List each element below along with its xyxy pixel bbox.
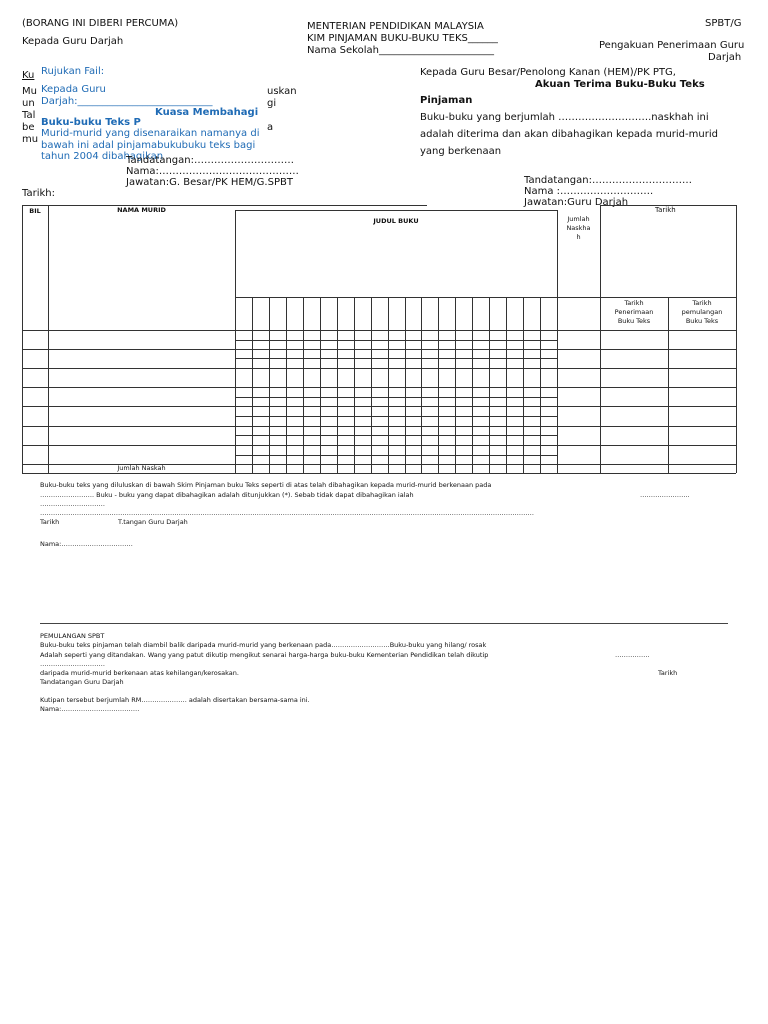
- cut-line-2: un: [22, 98, 35, 109]
- distribution-line-3: …………………………: [40, 500, 105, 508]
- book-title-subcolumn-line: [320, 297, 321, 473]
- col-received-date: Tarikh Penerimaan Buku Teks: [614, 299, 654, 325]
- left-name: Nama:……………………………………: [126, 166, 299, 177]
- cut-right-1: uskan: [267, 86, 297, 97]
- students-line-3: tahun 2004 dibahagikan: [41, 151, 164, 162]
- total-copies-label: Jumlah Naskah: [117, 464, 166, 472]
- return-name-label: Nama:………………………………: [40, 705, 140, 713]
- pinjaman-heading: Pinjaman: [420, 95, 473, 106]
- return-title: PEMULANGAN SPBT: [40, 632, 105, 640]
- return-line-3: …………………………: [40, 660, 105, 668]
- distribution-line-2-right: …………………..: [640, 491, 690, 499]
- book-title-subcolumn-line: [252, 297, 253, 473]
- distribution-date-label: Tarikh: [40, 518, 60, 526]
- book-title-subcolumn-line: [489, 297, 490, 473]
- book-title-subcolumn-line: [421, 297, 422, 473]
- cut-line-3: Tal: [22, 110, 36, 121]
- left-position: Jawatan:G. Besar/PK HEM/G.SPBT: [126, 177, 293, 188]
- cut-line-4: be: [22, 122, 35, 133]
- distribution-sign-label: T.tangan Guru Darjah: [118, 518, 188, 526]
- book-title-subcolumn-line: [472, 297, 473, 473]
- acceptance-para-2: adalah diterima dan akan dibahagikan kepada murid-murid: [420, 129, 718, 140]
- scheme-title: KIM PINJAMAN BUKU-BUKU TEKS______: [307, 33, 498, 44]
- distribution-line-1: Buku-buku teks yang diluluskan di bawah Skim Pinjaman buku Teks seperti di atas telah dibahagikan kepada murid-murid berkenaan pada: [40, 481, 492, 489]
- form-code: SPBT/G: [705, 18, 742, 29]
- return-date-label: Tarikh: [658, 669, 678, 677]
- right-cut-date: Tarikh: [655, 206, 676, 214]
- book-title-subcolumn-line: [354, 297, 355, 473]
- right-name: Nama :……………………….: [524, 186, 654, 197]
- cut-right-2: gi: [267, 98, 277, 109]
- book-title-subcolumn-line: [438, 297, 439, 473]
- to-head-teacher: Kepada Guru Besar/Penolong Kanan (HEM)/PK PTG,: [420, 67, 676, 78]
- col-bil: BIL: [29, 207, 41, 215]
- return-line-2: Adalah seperti yang ditandakan. Wang yang patut dikutip mengikut senarai harga-harga buku-buku Kementerian Pendidikan telah dikutip: [40, 651, 489, 659]
- col-total-copies: Jumlah Naskha h: [566, 215, 591, 241]
- book-title-subcolumn-line: [405, 297, 406, 473]
- acknowledgement-cut: Darjah: [708, 52, 742, 63]
- col-student-name: NAMA MURID: [117, 206, 166, 214]
- to-class-teacher: Kepada Guru Darjah: [22, 36, 124, 47]
- textbook-heading: Buku-buku Teks P: [41, 117, 141, 128]
- return-sign-label: Tandatangan Guru Darjah: [40, 678, 124, 686]
- acceptance-title: Akuan Terima Buku-Buku Teks: [535, 79, 705, 90]
- distribution-line-4: …………………………………………………………………………………………………………………………………………………………………………………………………………: [40, 509, 534, 517]
- to-teacher: Kepada Guru: [41, 84, 106, 95]
- right-signature: Tandatangan:…………………………: [524, 175, 692, 186]
- distribution-line-2: ……………………. Buku - buku yang dapat dibahagikan adalah ditunjukkan (*). Sebab tidak dapat dibahagikan ialah: [40, 491, 414, 499]
- cut-line-1: Mu: [22, 86, 37, 97]
- free-form-note: (BORANG INI DIBERI PERCUMA): [22, 18, 179, 29]
- file-reference: Rujukan Fail:: [41, 66, 105, 77]
- book-title-subcolumn-line: [523, 297, 524, 473]
- return-line-1: Buku-buku teks pinjaman telah diambil balik daripada murid-murid yang berkenaan pada………………………Buku-buku yang hilang/ rosak: [40, 641, 487, 649]
- school-name-field: Nama Sekolah_______________________: [307, 45, 494, 56]
- ministry-title: MENTERIAN PENDIDIKAN MALAYSIA: [307, 21, 484, 32]
- book-title-subcolumn-line: [540, 297, 541, 473]
- book-title-subcolumn-line: [388, 297, 389, 473]
- book-title-subcolumn-line: [455, 297, 456, 473]
- right-position: Jawatan:Guru Darjah: [524, 197, 629, 208]
- left-signature: Tandatangan:…………………………: [126, 155, 294, 166]
- cut-line-5: mu: [22, 134, 39, 145]
- col-returned-date: Tarikh pemulangan Buku Teks: [681, 299, 723, 325]
- book-title-subcolumn-line: [303, 297, 304, 473]
- book-title-subcolumn-line: [371, 297, 372, 473]
- book-title-subcolumn-line: [506, 297, 507, 473]
- darjah-field: Darjah:___________________________: [41, 96, 213, 107]
- left-date: Tarikh:: [22, 188, 55, 199]
- students-line-2: bawah ini adal pinjamabukubuku teks bagi: [41, 140, 256, 151]
- book-title-subcolumn-line: [269, 297, 270, 473]
- col-book-title: JUDUL BUKU: [373, 217, 419, 225]
- distribution-name-label: Nama:……………………………: [40, 540, 133, 548]
- students-line-1: Murid-murid yang disenaraikan namanya di: [41, 128, 260, 139]
- book-title-subcolumn-line: [337, 297, 338, 473]
- cut-heading: Ku: [22, 70, 35, 81]
- cut-right-3: a: [267, 122, 274, 133]
- acceptance-para-1: Buku-buku yang berjumlah ……………………….naskhah ini: [420, 112, 709, 123]
- book-title-subcolumn-line: [286, 297, 287, 473]
- return-line-2-right: …………….: [615, 651, 650, 659]
- return-amount-line: Kutipan tersebut berjumlah RM………………… adalah disertakan bersama-sama ini.: [40, 696, 310, 704]
- acceptance-para-3: yang berkenaan: [420, 146, 502, 157]
- acknowledgement-title: Pengakuan Penerimaan Guru: [599, 40, 745, 51]
- kuasa-heading: Kuasa Membahagi: [155, 107, 259, 118]
- return-line-4: daripada murid-murid berkenaan atas kehilangan/kerosakan.: [40, 669, 239, 677]
